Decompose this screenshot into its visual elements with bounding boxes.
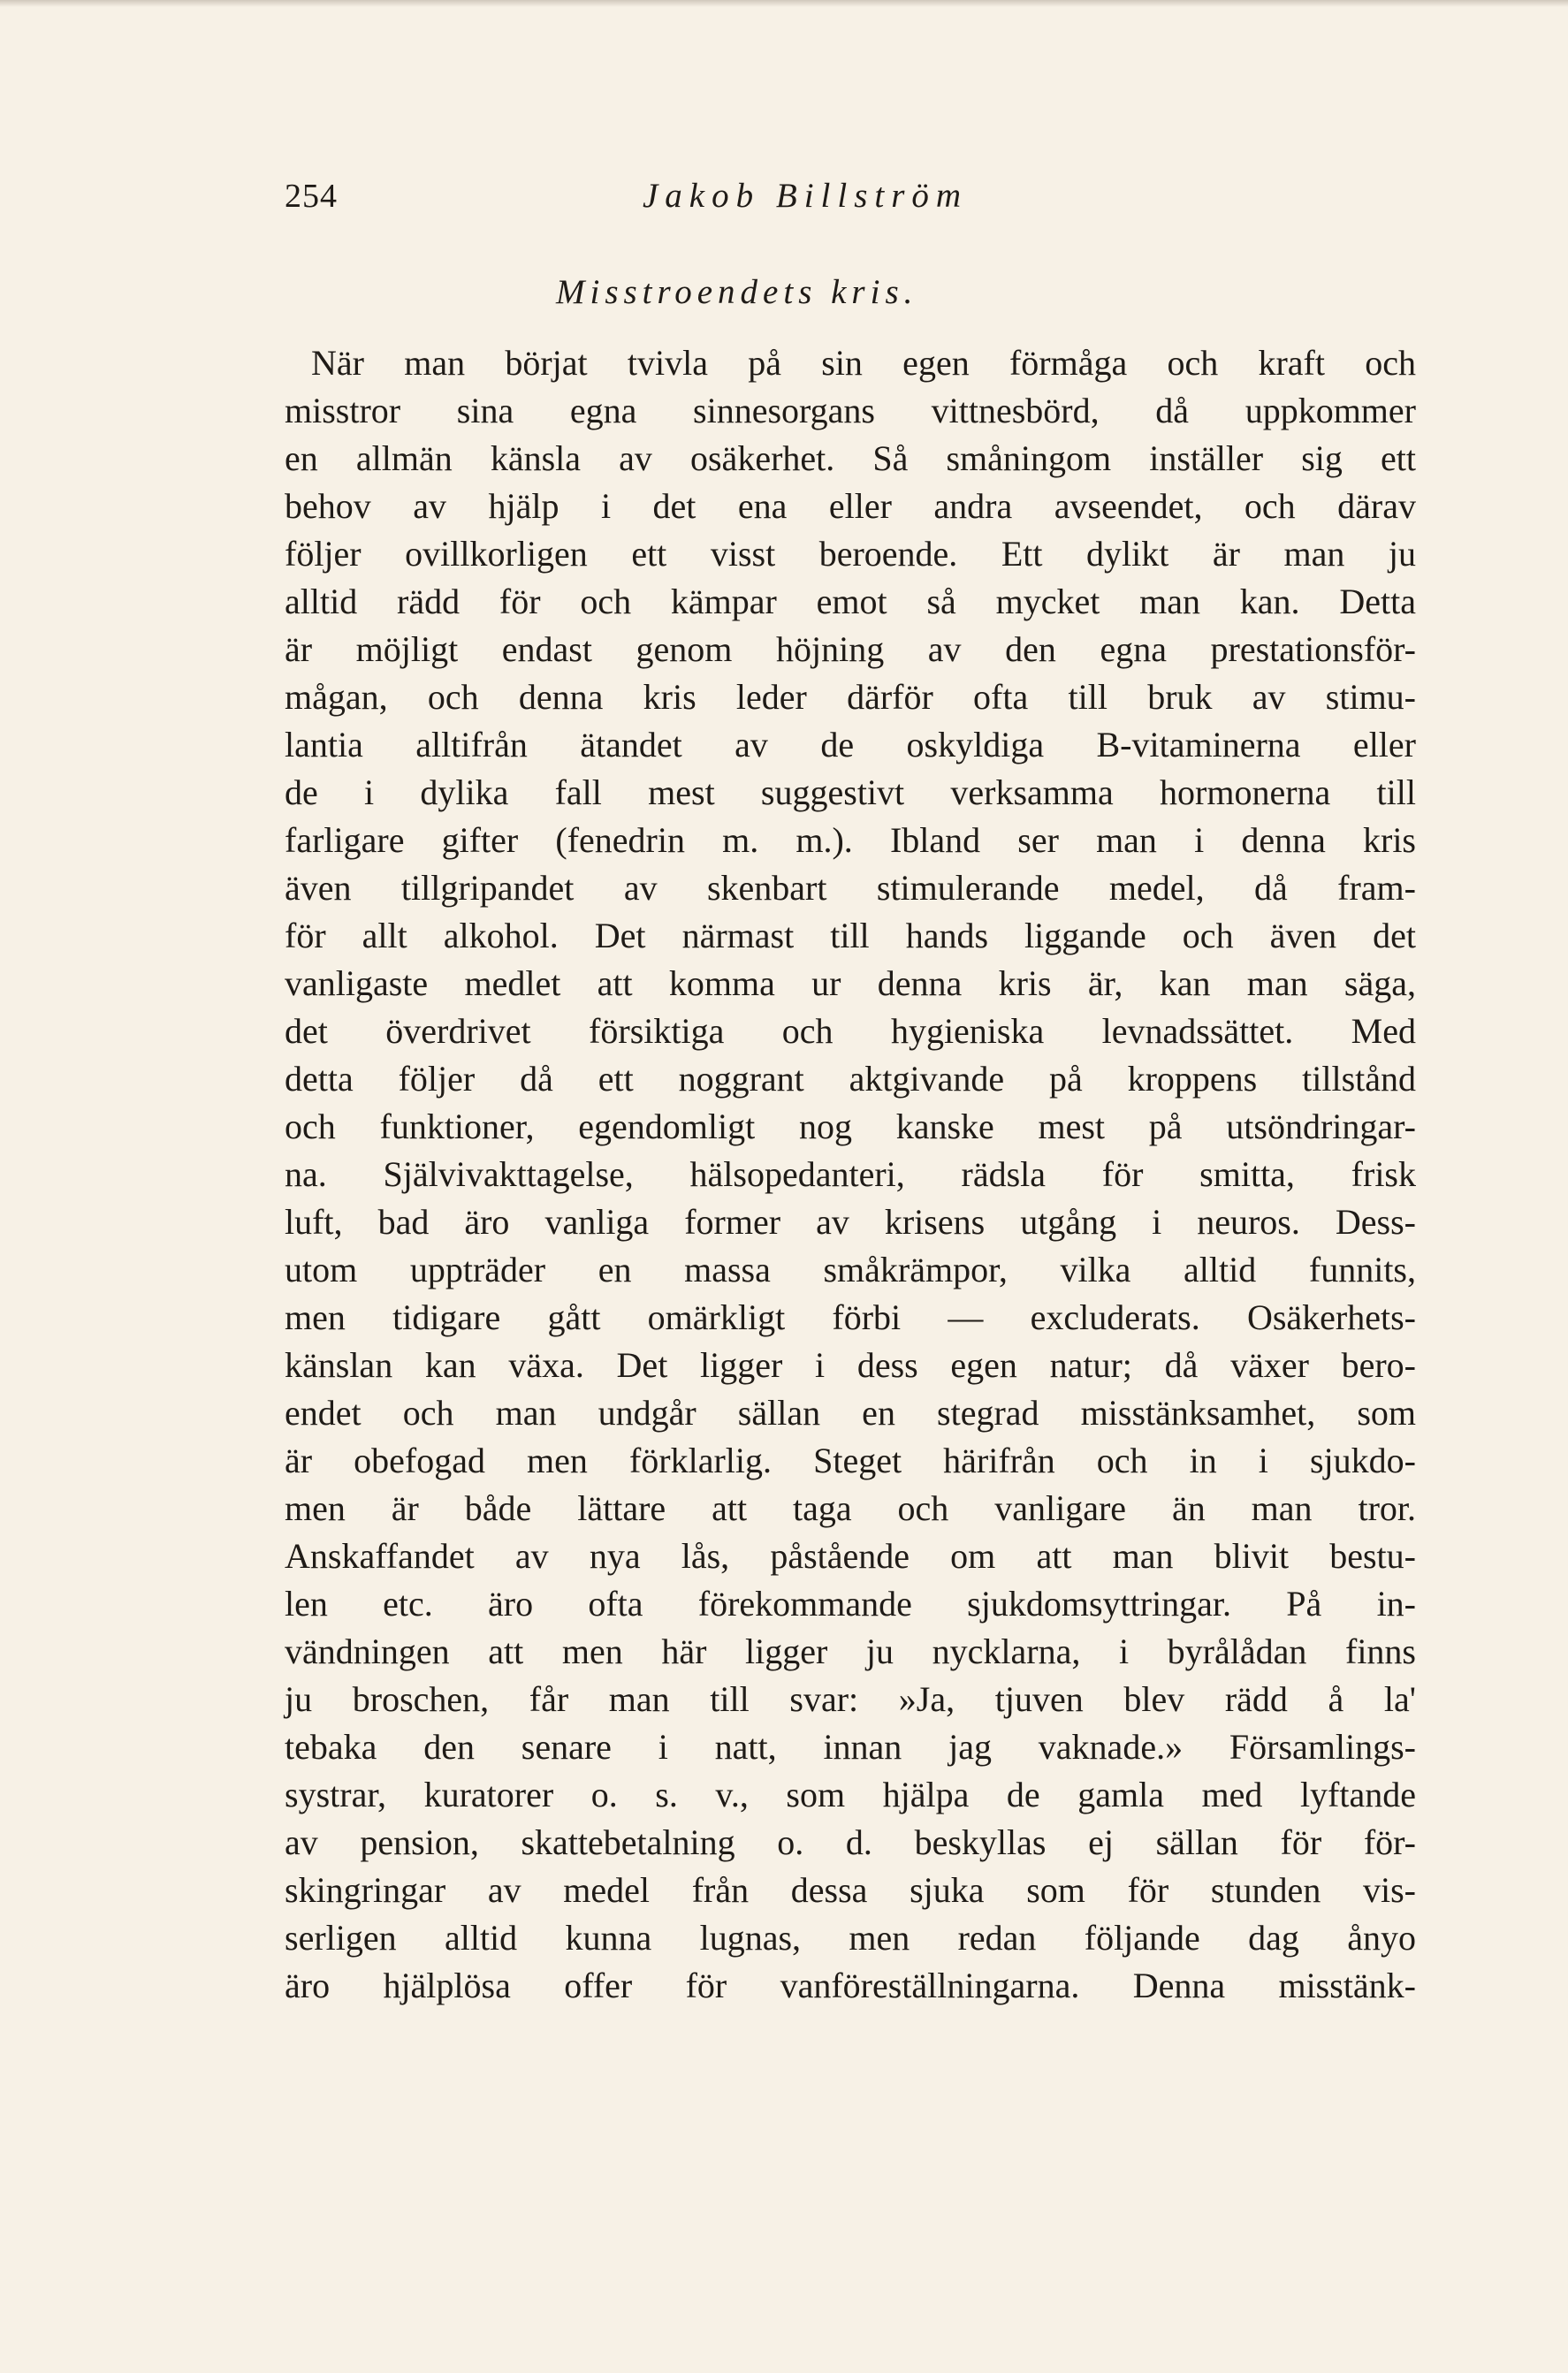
body-line: Anskaffandet av nya lås, påstående om att man blivit bestu- (285, 1536, 1416, 1576)
body-line: men tidigare gått omärkligt förbi — excluderats. Osäkerhets- (285, 1297, 1416, 1337)
page-header (285, 170, 1416, 223)
body-line: är obefogad men förklarlig. Steget härifrån och in i sjukdo- (285, 1441, 1416, 1480)
body-line: ju broschen, får man till svar: »Ja, tjuven blev rädd å la' (285, 1679, 1416, 1719)
body-line: behov av hjälp i det ena eller andra avseendet, och därav (285, 486, 1416, 526)
body-line: lantia alltifrån ätandet av de oskyldiga B-vitaminerna eller (285, 725, 1416, 764)
body-line: mågan, och denna kris leder därför ofta till bruk av stimu- (285, 677, 1416, 717)
body-line: och funktioner, egendomligt nog kanske mest på utsöndringar- (285, 1107, 1416, 1146)
body-line: na. Självivakttagelse, hälsopedanteri, rädsla för smitta, frisk (285, 1154, 1416, 1194)
body-line: även tillgripandet av skenbart stimulerande medel, då fram- (285, 868, 1416, 908)
body-line: en allmän känsla av osäkerhet. Så småningom inställer sig ett (285, 438, 1416, 478)
body-line: är möjligt endast genom höjning av den egna prestationsför- (285, 629, 1416, 669)
body-line: för allt alkohol. Det närmast till hands liggande och även det (285, 916, 1416, 955)
body-line: len etc. äro ofta förekommande sjukdomsyttringar. På in- (285, 1584, 1416, 1624)
body-line: det överdrivet försiktiga och hygieniska levnadssättet. Med (285, 1011, 1416, 1051)
body-line: tebaka den senare i natt, innan jag vaknade.» Församlings- (285, 1727, 1416, 1767)
body-line: av pension, skattebetalning o. d. beskyllas ej sällan för för- (285, 1822, 1416, 1862)
body-line: vanligaste medlet att komma ur denna kris är, kan man säga, (285, 963, 1416, 1003)
body-line: När man börjat tvivla på sin egen förmåga och kraft och (311, 343, 1416, 383)
section-title: Misstroendets kris. (556, 273, 918, 311)
body-line: farligare gifter (fenedrin m. m.). Ibland ser man i denna kris (285, 820, 1416, 860)
body-line: misstror sina egna sinnesorgans vittnesbörd, då uppkommer (285, 391, 1416, 430)
body-line: de i dylika fall mest suggestivt verksamma hormonerna till (285, 772, 1416, 812)
body-line: känslan kan växa. Det ligger i dess egen natur; då växer bero- (285, 1345, 1416, 1385)
body-line: men är både lättare att taga och vanligare än man tror. (285, 1488, 1416, 1528)
body-line: systrar, kuratorer o. s. v., som hjälpa de gamla med lyftande (285, 1775, 1416, 1814)
body-line: alltid rädd för och kämpar emot så mycket man kan. Detta (285, 582, 1416, 621)
body-line: följer ovillkorligen ett visst beroende. Ett dylikt är man ju (285, 534, 1416, 574)
body-line: utom uppträder en massa småkrämpor, vilka alltid funnits, (285, 1250, 1416, 1289)
body-line: serligen alltid kunna lugnas, men redan följande dag ånyo (285, 1918, 1416, 1958)
running-head: Jakob Billström (643, 177, 969, 215)
body-line: detta följer då ett noggrant aktgivande på kroppens tillstånd (285, 1059, 1416, 1099)
body-line: skingringar av medel från dessa sjuka som för stunden vis- (285, 1870, 1416, 1910)
body-line: vändningen att men här ligger ju nycklarna, i byrålådan finns (285, 1631, 1416, 1671)
page-number: 254 (285, 178, 338, 215)
body-text (285, 339, 1416, 2010)
body-line: luft, bad äro vanliga former av krisens utgång i neuros. Dess- (285, 1202, 1416, 1242)
body-line: endet och man undgår sällan en stegrad misstänksamhet, som (285, 1393, 1416, 1433)
body-line: äro hjälplösa offer för vanföreställningarna. Denna misstänk- (285, 1966, 1416, 2005)
